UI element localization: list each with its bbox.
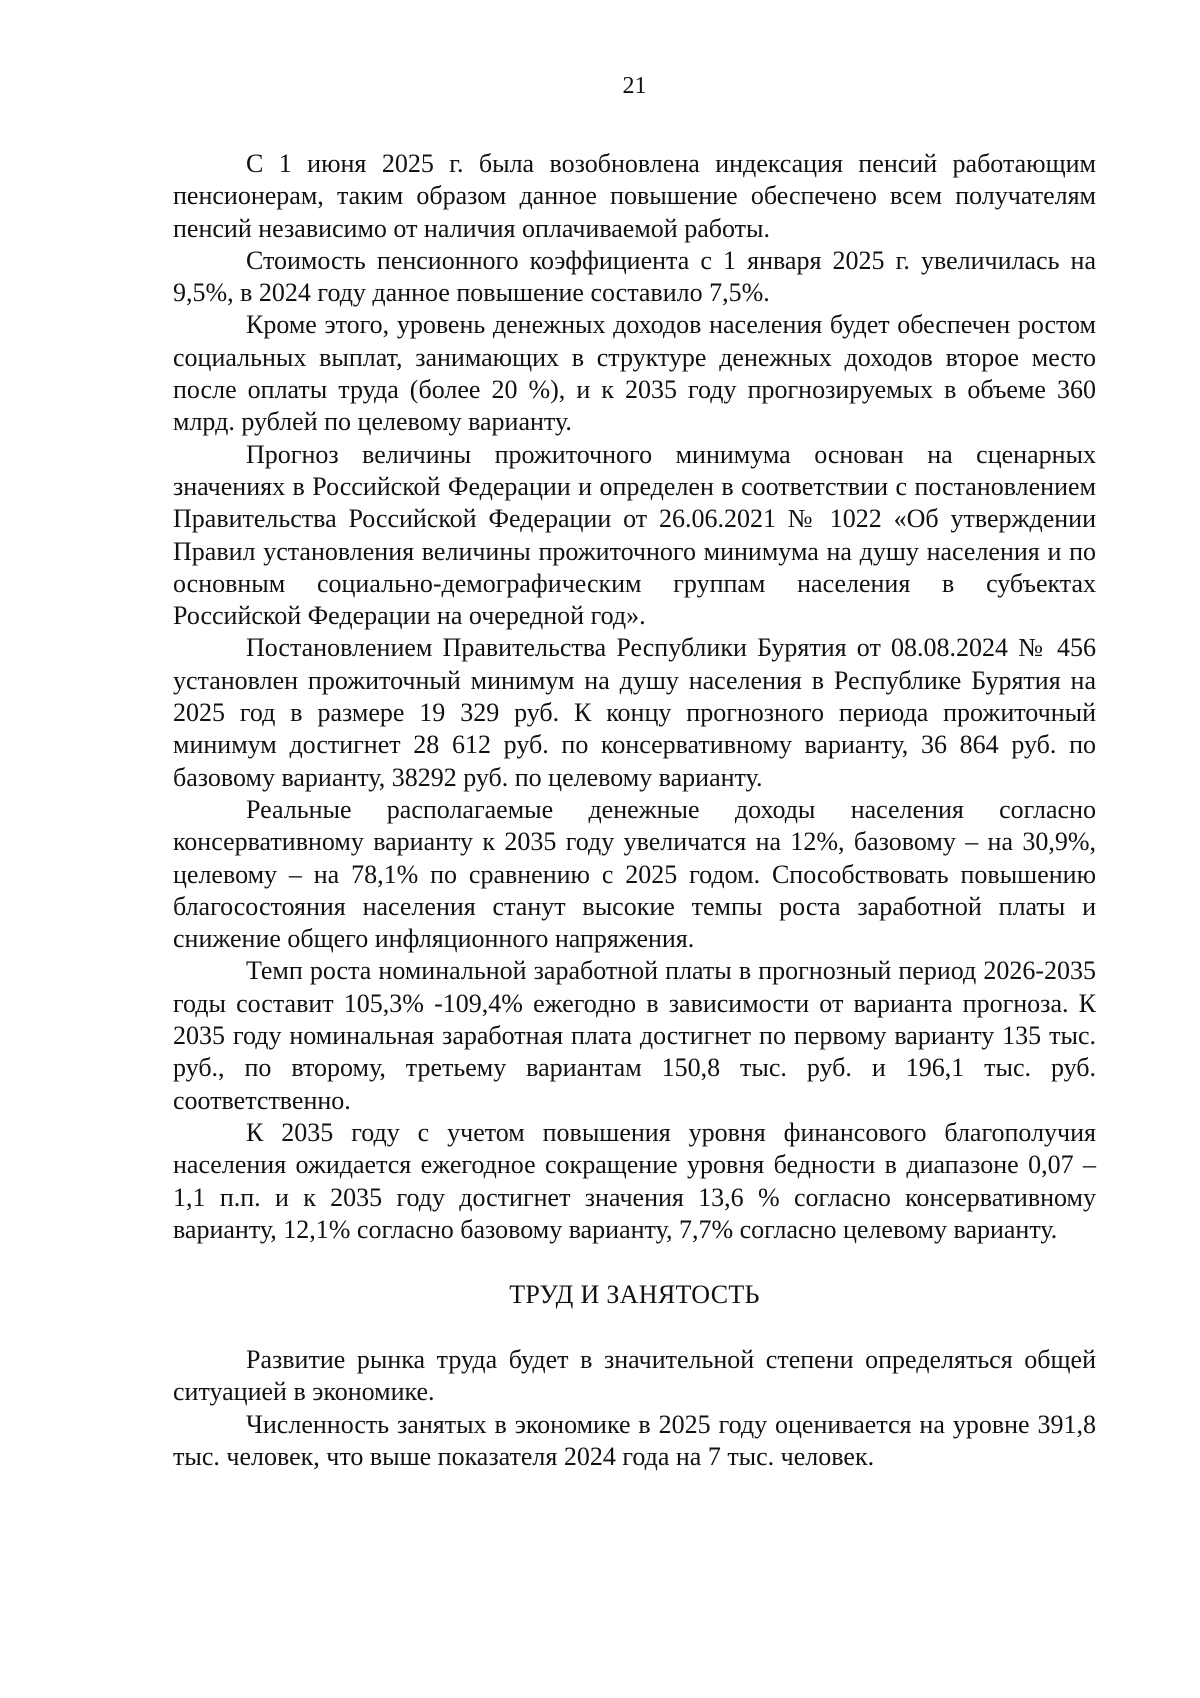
paragraph-pension-coefficient: Стоимость пенсионного коэффициента с 1 января 2025 г. увеличилась на 9,5%, в 2024 году данное повышение составило 7,5%. [173, 245, 1096, 308]
document-body [173, 148, 1096, 1473]
paragraph-social-payments: Кроме этого, уровень денежных доходов населения будет обеспечен ростом социальных выплат, занимающих в структуре денежных доходов второе место после оплаты труда (более 20 %), и к 2035 году прогнозируемых в объеме 360 млрд. рублей по целевому варианту. [173, 310, 1096, 437]
paragraph-real-incomes: Реальные располагаемые денежные доходы населения согласно консервативному варианту к 2035 году увеличатся на 12%, базовому – на 30,9%, целевому – на 78,1% по сравнению с 2025 годом. Способствовать повышению благосостояния населения станут высокие темпы роста заработной платы и снижение общего инфляционного напряжения. [173, 794, 1096, 954]
paragraph-poverty-level: К 2035 году с учетом повышения уровня финансового благополучия населения ожидается ежегодное сокращение уровня бедности в диапазоне 0,07 – 1,1 п.п. и к 2035 году достигнет значения 13,6 % согласно консервативному варианту, 12,1% согласно базовому варианту, 7,7% согласно целевому варианту. [173, 1117, 1096, 1244]
paragraph-subsistence-minimum: Постановлением Правительства Республики Бурятия от 08.08.2024 № 456 установлен прожиточный минимум на душу населения в Республике Бурятия на 2025 год в размере 19 329 руб. К концу прогнозного периода прожиточный минимум достигнет 28 612 руб. по консервативному варианту, 36 864 руб. по базовому варианту, 38292 руб. по целевому варианту. [173, 633, 1096, 792]
paragraph-wage-growth: Темп роста номинальной заработной платы в прогнозный период 2026-2035 годы составит 105,3% -109,4% ежегодно в зависимости от варианта прогноза. К 2035 году номинальная заработная плата достигнет по первому варианту 135 тыс. руб., по второму, третьему вариантам 150,8 тыс. руб. и 196,1 тыс. руб. соответственно. [173, 956, 1096, 1115]
paragraph-employment: Численность занятых в экономике в 2025 году оценивается на уровне 391,8 тыс. человек, что выше показателя 2024 года на 7 тыс. человек. [173, 1409, 1096, 1471]
paragraph-labor-market: Развитие рынка труда будет в значительной степени определяться общей ситуацией в экономике. [173, 1345, 1096, 1407]
page-number: 21 [622, 73, 647, 99]
section-title: ТРУД И ЗАНЯТОСТЬ [509, 1280, 760, 1310]
paragraph-subsistence-forecast: Прогноз величины прожиточного минимума основан на сценарных значениях в Российской Федерации и определен в соответствии с постановлением Правительства Российской Федерации от 26.06.2021 № 1022 «Об утверждении Правил установления величины прожиточного минимума на душу населения и по основным социально-демографическим группам населения в субъектах Российской Федерации на очередной год». [173, 439, 1096, 631]
paragraph-pension-indexation: С 1 июня 2025 г. была возобновлена индексация пенсий работающим пенсионерам, таким образом данное повышение обеспечено всем получателям пенсий независимо от наличия оплачиваемой работы. [173, 149, 1096, 243]
